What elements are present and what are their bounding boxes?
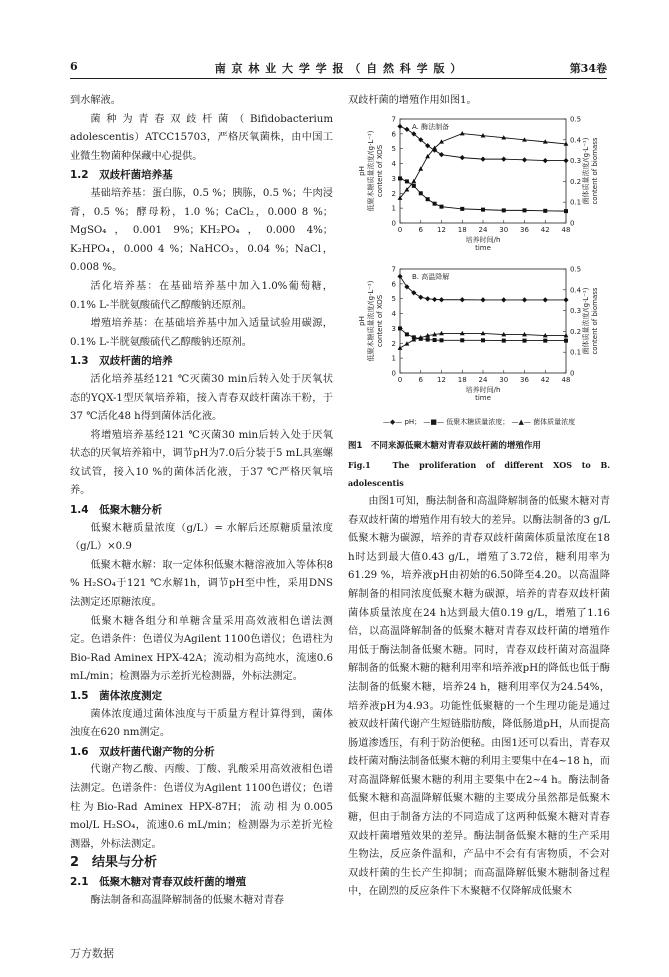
y-left-tick-label: 7 [391, 265, 396, 274]
y-left-label-en: content of XOS [376, 294, 384, 347]
y-left-tick-label: 0 [391, 219, 396, 228]
x-axis-label-en: time [475, 393, 491, 402]
x-tick-label: 48 [561, 225, 571, 234]
y-left-tick-label: 0 [391, 369, 396, 378]
y-right-tick-label: 0.2 [570, 327, 582, 336]
paragraph: 代谢产物乙酸、丙酸、丁酸、乳酸采用高效液相色谱法测定。色谱条件：色谱仪为Agilent 1100色谱仪；色谱柱为Bio-Rad Aminex HPX-87H；流动相为0.005 mol/L H₂SO₄，流速0.6 mL/min；检测器为示差折光检测器，外标法测定。 [70, 764, 333, 850]
data-point-ph [563, 297, 568, 302]
data-point-ph [397, 273, 402, 278]
y-left-tick-label: 2 [391, 189, 396, 198]
y-right-tick-label: 0.3 [570, 156, 582, 165]
y-left-label-ph: pH [358, 165, 366, 176]
chart-panel-a [348, 111, 610, 261]
y-right-label: 菌体质量浓度/(g·L⁻¹) [582, 137, 590, 205]
data-point-xos [405, 332, 409, 336]
y-right-tick-label: 0 [570, 219, 575, 228]
x-tick-label: 12 [437, 225, 446, 234]
page-number: 6 [70, 60, 78, 73]
y-right-label-en: content of biomass [591, 137, 599, 205]
legend-xos: 低聚木糖质量浓度； [446, 417, 510, 426]
x-tick-label: 30 [499, 225, 509, 234]
data-point-ph [397, 123, 402, 128]
data-point-xos [412, 183, 416, 187]
data-point-xos [440, 338, 444, 342]
data-point-ph [460, 297, 465, 302]
paragraph: 基础培养基：蛋白胨，0.5 %；胰胨，0.5 %；牛肉浸膏，0.5 %；酵母粉，1.0 %；CaCl₂，0.000 8 %；MgSO₄，0.001 9%；KH₂PO₄，0.000 4%；K₂HPO₄，0.000 4 %；NaHCO₃，0.04 %；NaCl，0.008 %。 [70, 187, 333, 274]
y-left-tick-label: 3 [391, 324, 396, 333]
x-tick-label: 42 [540, 225, 550, 234]
data-point-xos [481, 207, 485, 211]
data-point-ph [439, 297, 444, 302]
y-right-label-en: content of biomass [591, 287, 599, 355]
data-point-ph [522, 297, 527, 302]
data-point-xos [502, 338, 506, 342]
y-left-tick-label: 6 [391, 279, 396, 288]
data-point-ph [404, 126, 409, 131]
y-right-tick-label: 0.4 [570, 285, 582, 294]
x-tick-label: 36 [520, 225, 529, 234]
left-column [70, 92, 333, 910]
chart-panel-b [348, 261, 610, 411]
data-point-xos [433, 338, 437, 342]
y-left-tick-label: 2 [391, 339, 396, 348]
data-point-xos [460, 338, 464, 342]
y-left-label: 低聚木糖质量浓度/(g·L⁻¹) [367, 280, 375, 362]
series-line-0 [400, 126, 566, 160]
paragraph: 增殖培养基：在基础培养基中加入适量试验用碳源，0.1% L-半胱氨酸硫代乙醇酸钠还原剂。 [70, 318, 333, 348]
chart-legend [348, 413, 610, 432]
volume-label: 第34卷 [569, 62, 607, 75]
series-line-1 [400, 178, 566, 211]
x-tick-label: 6 [418, 375, 423, 384]
data-point-xos [419, 191, 423, 195]
legend-ph-marker: —◆— [382, 417, 403, 426]
y-right-tick-label: 0.1 [570, 348, 582, 357]
section-heading: 1.3 双歧杆菌的培养 [70, 355, 173, 368]
data-point-biomass [460, 131, 465, 135]
data-point-xos [398, 176, 402, 180]
y-left-tick-label: 4 [391, 159, 396, 168]
data-point-xos [543, 208, 547, 212]
x-tick-label: 0 [397, 225, 403, 234]
plot-frame [400, 269, 566, 373]
data-point-xos [426, 337, 430, 341]
chart-a-svg [348, 111, 610, 261]
legend-xos-marker: —■— [423, 417, 445, 426]
x-tick-label: 18 [457, 375, 467, 384]
x-tick-label: 48 [561, 375, 571, 384]
paragraph: 活化培养基：在基础培养基中加入1.0%葡萄糖，0.1% L-半胱氨酸硫代乙醇酸钠还原剂。 [70, 280, 333, 311]
legend-biomass: 菌体质量浓度 [533, 417, 576, 426]
data-point-xos [440, 204, 444, 208]
data-point-biomass [398, 345, 403, 349]
y-left-tick-label: 1 [391, 354, 396, 363]
y-left-tick-label: 6 [391, 129, 396, 138]
paragraph: 低聚木糖水解：取一定体积低聚木糖溶液加入等体积8 % H₂SO₄于121 ℃水解1h，调节pH至中性，采用DNS法测定还原糖浓度。 [70, 559, 333, 609]
data-point-xos [564, 338, 568, 342]
y-left-tick-label: 5 [391, 294, 396, 303]
data-point-ph [460, 155, 465, 160]
y-left-tick-label: 3 [391, 174, 396, 183]
y-left-tick-label: 4 [391, 309, 396, 318]
y-right-tick-label: 0.5 [570, 115, 582, 124]
data-point-ph [543, 297, 548, 302]
data-point-ph [522, 157, 527, 162]
paragraph: 菌体浓度通过菌体浊度与干质量方程计算得到，菌体浊度在620 nm测定。 [70, 708, 333, 739]
data-point-xos [543, 338, 547, 342]
data-point-xos [405, 179, 409, 183]
y-right-tick-label: 0.1 [570, 198, 582, 207]
data-point-xos [564, 209, 568, 213]
data-point-ph [418, 294, 423, 299]
data-point-xos [460, 206, 464, 210]
chart-b-svg [348, 261, 610, 411]
x-axis-label: 培养时间/h [465, 385, 501, 394]
section-heading: 1.2 双歧杆菌培养基 [70, 169, 173, 182]
right-column [348, 92, 610, 902]
data-point-ph [501, 156, 506, 161]
running-header [70, 60, 607, 79]
x-tick-label: 36 [520, 375, 529, 384]
y-left-tick-label: 7 [391, 115, 396, 124]
section-heading: 1.4 低聚木糖分析 [70, 504, 163, 517]
y-left-tick-label: 5 [391, 144, 396, 153]
panel-label: B. 高温降解 [412, 272, 450, 281]
x-tick-label: 24 [478, 375, 488, 384]
journal-title: 南 京 林 业 大 学 学 报 （ 自 然 科 学 版 ） [214, 62, 463, 75]
x-tick-label: 30 [499, 375, 509, 384]
data-point-ph [425, 296, 430, 301]
data-point-ph [480, 156, 485, 161]
x-tick-label: 12 [437, 375, 446, 384]
footer-watermark: 万方数据 [70, 947, 114, 960]
data-point-ph [432, 296, 437, 301]
x-tick-label: 42 [540, 375, 550, 384]
y-right-tick-label: 0.5 [570, 265, 582, 274]
paragraph: 低聚木糖各组分和单糖含量采用高效液相色谱法测定。色谱条件：色谱仪为Agilent 1100色谱仪；色谱柱为Bio-Rad Aminex HPX-42A；流动相为高纯水，流速0.6 mL/min；检测器为示差折光检测器，外标法测定。 [70, 615, 333, 683]
data-point-ph [501, 297, 506, 302]
figure-intro: 双歧杆菌的增殖作用如图1。 [348, 95, 477, 106]
figure-caption-zh: 图1 不同来源低聚木糖对青春双歧杆菌的增殖作用 [348, 441, 541, 452]
data-point-xos [523, 338, 527, 342]
panel-label: A. 酶法制备 [412, 122, 450, 131]
data-point-xos [433, 201, 437, 205]
y-left-tick-label: 1 [391, 204, 396, 213]
data-point-xos [426, 197, 430, 201]
legend-ph: pH； [404, 417, 422, 426]
right-body [348, 493, 610, 902]
y-right-tick-label: 0.3 [570, 306, 582, 315]
paragraph: 菌种为青春双歧杆菌（Bifidobacterium adolescentis）ATCC15703，严格厌氧菌株，由中国工业微生物菌种保藏中心提供。 [70, 113, 333, 162]
y-right-tick-label: 0 [570, 369, 575, 378]
legend-biomass-marker: —▲— [511, 417, 531, 426]
data-point-xos [398, 326, 402, 330]
section-heading: 2 结果与分析 [70, 855, 158, 871]
section-heading: 1.6 双歧杆菌代谢产物的分析 [70, 745, 215, 758]
paragraph: 活化培养基经121 ℃灭菌30 min后转入处于厌氧状态的YQX-1型厌氧培养箱，接入青春双歧杆菌冻干粉，于37 ℃活化48 h得到菌体活化液。 [70, 373, 333, 423]
paragraph: 酶法制备和高温降解制备的低聚木糖对青春 [90, 894, 284, 906]
paragraph: 到水解液。 [70, 95, 121, 106]
section-heading: 1.5 菌体浓度测定 [70, 690, 163, 702]
x-tick-label: 6 [418, 225, 423, 234]
data-point-ph [439, 152, 444, 157]
paragraph: 由图1可知，酶法制备和高温降解制备的低聚木糖对青春双歧杆菌的增殖作用有较大的差异。以酶法制备的3 g/L低聚木糖为碳源，培养的青春双歧杆菌菌体质量浓度在18 h时达到最大值0.43 g/L，增殖了3.72倍，糖利用率为61.29 %，培养液pH由初始的6.50降至4.20。以高温降解制备的相同浓度低聚木糖为碳源，培养的青春双歧杆菌菌体质量浓度在24 h达到最大值0.19 g/L，增殖了1.16倍，以高温降解制备的低聚木糖对青春双歧杆菌的增殖作用低于酶法制备低聚木糖。同时，青春双歧杆菌对高温降解制备的低聚木糖的糖利用率和培养液pH的降低也低于酶法制备的低聚木糖，培养24 h，糖利用率仅为24.54%，培养液pH为4.93。功能性低聚糖的一个生理功能是通过被双歧杆菌代谢产生短链脂肪酸，降低肠道pH，从而提高肠道渗透压，有利于防治便秘。由图1还可以看出，青春双歧杆菌对酶法制备低聚木糖的利用主要集中在4~18 h，而对高温降解低聚木糖的利用主要集中在2~4 h。酶法制备低聚木糖和高温降解低聚木糖的主要成分虽然都是低聚木糖，但由于制备方法的不同造成了这两种低聚木糖对青春双歧杆菌增殖效果的差异。酶法制备低聚木糖的生产采用生物法，反应条件温和，产品中不会有有害物质，不会对双歧杆菌的生长产生抑制；而高温降解低聚木糖制备过程中，在剧烈的反应条件下木聚糖不仅降解成低聚木 [348, 495, 610, 898]
x-axis-label: 培养时间/h [465, 235, 501, 244]
data-point-xos [481, 338, 485, 342]
x-tick-label: 0 [397, 375, 403, 384]
y-left-label-en: content of XOS [376, 144, 384, 197]
y-right-tick-label: 0.2 [570, 177, 582, 186]
y-left-label-ph: pH [358, 315, 366, 326]
x-tick-label: 18 [457, 225, 467, 234]
data-point-biomass [411, 178, 416, 182]
figure-caption-en: Fig.1 The proliferation of different XOS to B. adolescentis [348, 459, 610, 489]
data-point-biomass [405, 341, 410, 345]
section-heading: 2.1 低聚木糖对青春双歧杆菌的增殖 [70, 875, 247, 888]
data-point-ph [480, 297, 485, 302]
paragraph: 低聚木糖质量浓度（g/L）= 水解后还原糖质量浓度（g/L）×0.9 [70, 522, 333, 553]
x-tick-label: 24 [478, 225, 488, 234]
y-right-tick-label: 0.4 [570, 135, 582, 144]
data-point-ph [563, 158, 568, 163]
data-point-ph [543, 158, 548, 163]
data-point-biomass [418, 166, 423, 170]
y-right-label: 菌体质量浓度/(g·L⁻¹) [582, 287, 590, 355]
y-left-label: 低聚木糖质量浓度/(g·L⁻¹) [367, 130, 375, 212]
x-axis-label-en: time [475, 243, 491, 252]
data-point-xos [523, 208, 527, 212]
paragraph: 将增殖培养基经121 ℃灭菌30 min后转入处于厌氧状态的厌氧培养箱中，调节pH为7.0后分装于5 mL具塞螺纹试管，接入10 %的菌体活化液，于37 ℃严格厌氧培养。 [70, 429, 333, 497]
data-point-xos [502, 208, 506, 212]
